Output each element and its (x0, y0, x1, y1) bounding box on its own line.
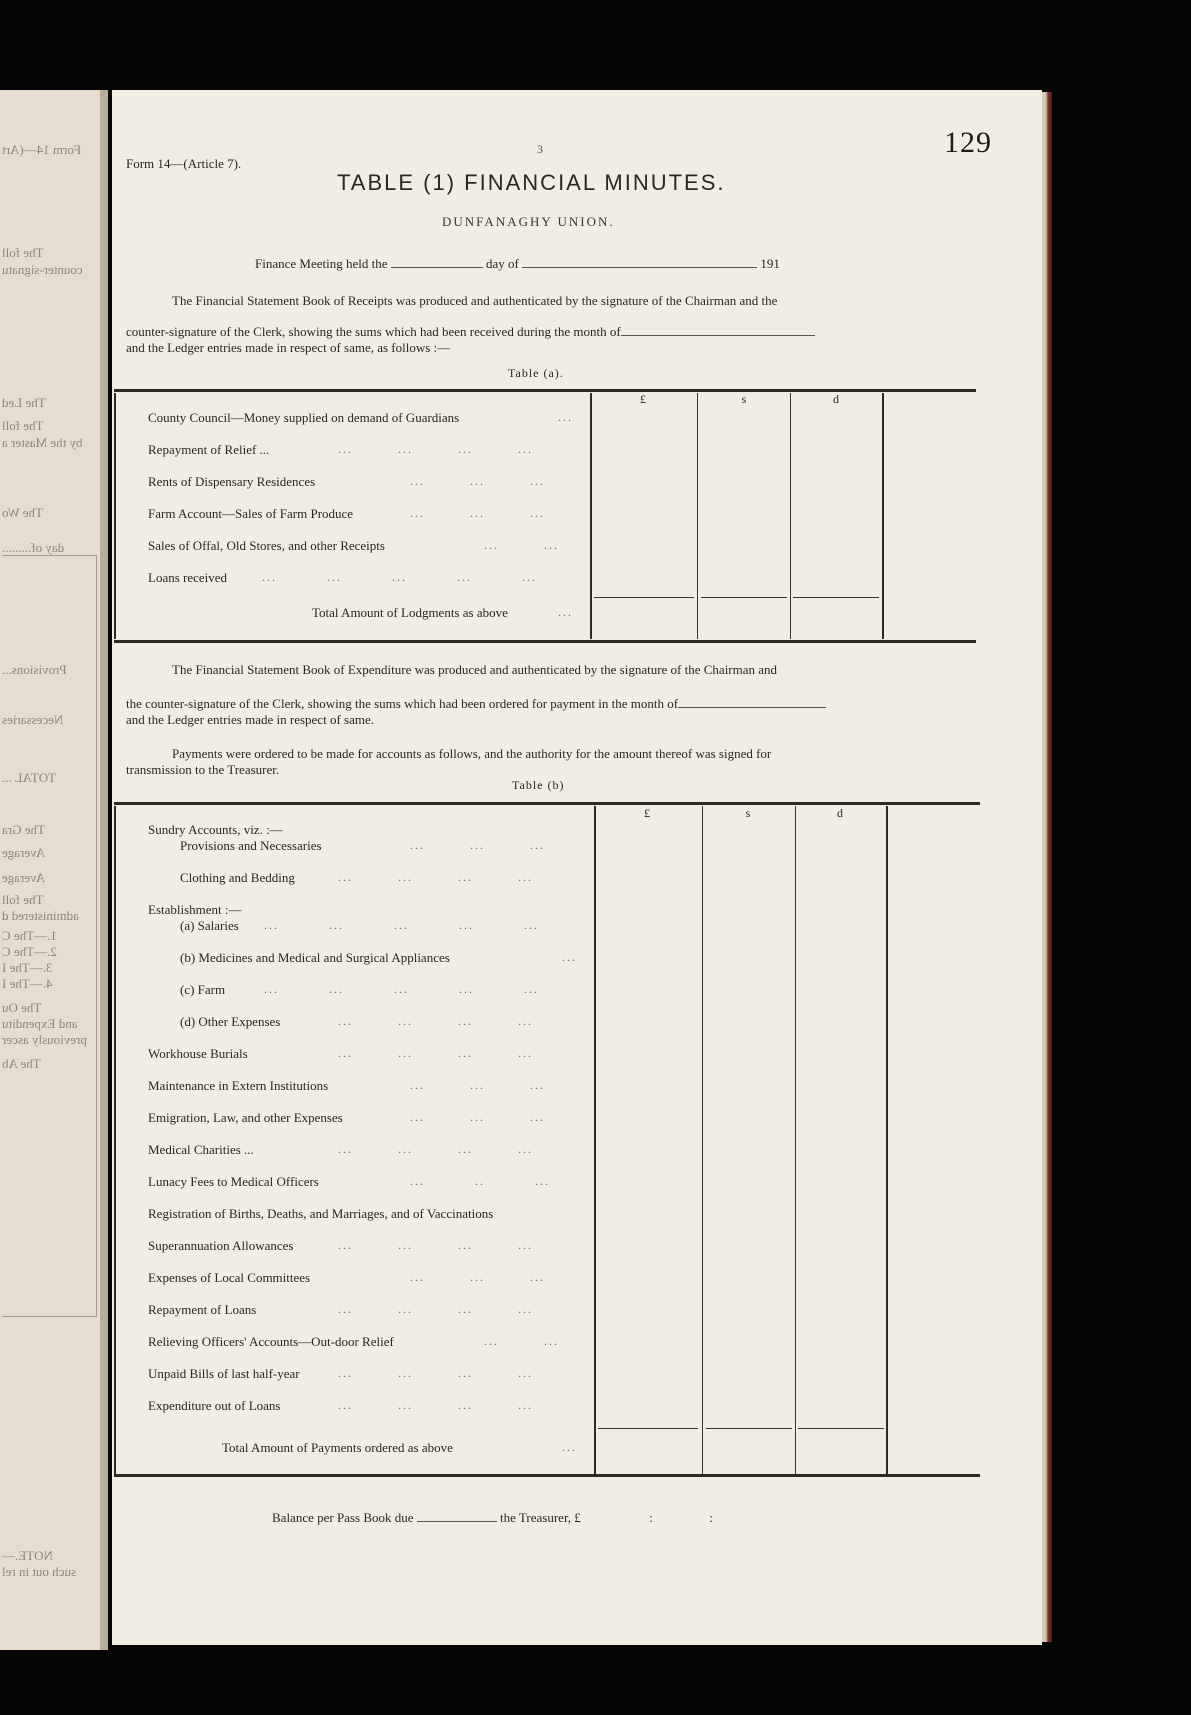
ghost-text: NOTE.— (2, 1548, 53, 1563)
table-b-row: Clothing and Bedding (180, 870, 295, 885)
ghost-text: and Expenditu (2, 1016, 78, 1031)
leader-dots: ... ... ... ... ... (264, 918, 539, 932)
table-b-row: Provisions and Necessaries (180, 838, 322, 853)
table-b-total-label: Total Amount of Payments ordered as above (222, 1440, 453, 1455)
table-b-top-rule (114, 802, 980, 805)
table-b-pence-header: d (837, 806, 843, 820)
table-a-pence-header: d (833, 392, 839, 406)
balance-suffix: the Treasurer, £ (500, 1510, 581, 1525)
expenditure-month-field[interactable] (678, 697, 826, 708)
page-number: 129 (944, 126, 992, 159)
balance-line (272, 1510, 713, 1526)
table-b-row: (c) Farm (180, 982, 226, 997)
table-b-row: Lunacy Fees to Medical Officers (148, 1174, 319, 1189)
receipts-month-field[interactable] (621, 325, 815, 336)
total-rule (701, 597, 787, 598)
ghost-text: The Ou (2, 1000, 42, 1015)
expenditure-intro-line3: and the Ledger entries made in respect of same. (126, 712, 374, 727)
leader-dots: ... ... ... ... (338, 442, 533, 456)
balance-prefix: Balance per Pass Book due (272, 1510, 414, 1525)
table-b-row: Sundry Accounts, viz. :— (148, 822, 283, 837)
ghost-text: 2.—The C (2, 944, 57, 959)
table-b-row: Maintenance in Extern Institutions (148, 1078, 329, 1093)
page-edge (1042, 92, 1052, 1642)
leader-dots: ... (558, 410, 573, 424)
ghost-text: day of......... (2, 540, 65, 555)
table-b-row: (b) Medicines and Medical and Surgical Appliances (180, 950, 450, 965)
leader-dots: ... ... ... ... (338, 1238, 533, 1252)
leader-dots: ... ... ... ... (338, 1302, 533, 1316)
table-b-row: Expenses of Local Committees (148, 1270, 311, 1285)
balance-separator: : (649, 1510, 653, 1525)
book-gutter (100, 90, 108, 1650)
table-a-bottom-rule (114, 640, 976, 643)
ghost-text: Necessaries (2, 712, 64, 727)
table-b-row: Establishment :— (148, 902, 242, 917)
ghost-text: 3.—The I (2, 960, 53, 975)
leader-dots: ... ... ... (410, 1078, 545, 1092)
ghost-text: The Wo (2, 505, 43, 520)
ghost-text: The foll (2, 418, 44, 433)
receipts-intro-line1: The Financial Statement Book of Receipts was produced and authenticated by the signature of the Chairman and the (172, 293, 778, 308)
ghost-text: Average (2, 870, 46, 885)
ghost-text: counter-signatu (2, 262, 83, 277)
ghost-text: The foll (2, 892, 44, 907)
ghost-text: The foll (2, 245, 44, 260)
expenditure-intro-line1: The Financial Statement Book of Expenditure was produced and authenticated by the signature of the Chairman and (172, 662, 778, 677)
leader-dots: ... ... ... ... (338, 870, 533, 884)
expenditure-intro-line2-text: the counter-signature of the Clerk, showing the sums which had been ordered for payment in the month of (126, 696, 679, 711)
meeting-year: 191 (760, 256, 780, 271)
expenditure-intro-line2 (126, 696, 826, 712)
table-b-left-border (114, 806, 116, 1474)
table-b-pounds-header: £ (644, 806, 650, 820)
ghost-text: 1.—The C (2, 928, 57, 943)
meeting-month-field[interactable] (522, 257, 757, 268)
expenditure-intro-line5: transmission to the Treasurer. (126, 762, 280, 777)
table-a-row: Farm Account—Sales of Farm Produce (148, 506, 354, 521)
table-a-pounds-header: £ (640, 392, 646, 406)
balance-separator: : (709, 1510, 713, 1525)
table-b-row: (a) Salaries (180, 918, 239, 933)
page-title: TABLE (1) FINANCIAL MINUTES. (337, 170, 726, 195)
leader-dots: ... ... ... ... ... (262, 570, 537, 584)
table-b-row: Superannuation Allowances (148, 1238, 294, 1253)
table-b-divider (594, 806, 596, 1474)
leader-dots: ... ... ... (410, 838, 545, 852)
union-name: DUNFANAGHY UNION. (442, 214, 615, 229)
leader-dots: ... ... ... ... (338, 1014, 533, 1028)
total-rule (798, 1428, 884, 1429)
form-label: Form 14—(Article 7). (126, 156, 242, 171)
table-b-row: Relieving Officers' Accounts—Out-door Relief (148, 1334, 394, 1349)
table-b-row: Medical Charities ... (148, 1142, 254, 1157)
ghost-text: previously ascer (2, 1032, 87, 1047)
table-b-bottom-rule (114, 1474, 980, 1477)
expenditure-intro-line4: Payments were ordered to be made for accounts as follows, and the authority for the amount thereof was signed for (172, 746, 772, 761)
total-rule (706, 1428, 792, 1429)
table-a-left-border (114, 393, 116, 639)
leader-dots: ... ... ... ... (338, 1366, 533, 1380)
ghost-text: The Ab (2, 1056, 41, 1071)
table-a-right-border (882, 393, 884, 639)
table-a-shillings-header: s (741, 392, 747, 406)
receipts-intro-line2-text: counter-signature of the Clerk, showing the sums which had been received during the month of (126, 324, 621, 339)
table-b-row: Registration of Births, Deaths, and Marriages, and of Vaccinations (148, 1206, 494, 1221)
receipts-intro-line2 (126, 324, 815, 340)
table-b-shillings-header: s (745, 806, 751, 820)
total-rule (598, 1428, 698, 1429)
leader-dots: ... ... ... (410, 474, 545, 488)
ghost-text: by the Master a (2, 435, 83, 450)
table-b-row: Repayment of Loans (148, 1302, 257, 1317)
ghost-text: Average (2, 845, 46, 860)
table-a-row: County Council—Money supplied on demand of Guardians (148, 410, 460, 425)
ghost-text: The Gra (2, 822, 45, 837)
leader-dots: ... (562, 1440, 577, 1454)
table-a-col-d (790, 393, 791, 639)
table-a-row: Repayment of Relief ... (148, 442, 270, 457)
table-b-row: Workhouse Burials (148, 1046, 248, 1061)
leader-dots: ... ... ... (410, 1110, 545, 1124)
leader-dots: ... ... ... ... (338, 1398, 533, 1412)
ghost-text: 4.—The I (2, 976, 53, 991)
table-a-total-label: Total Amount of Lodgments as above (312, 605, 508, 620)
table-a-caption: Table (a). (508, 366, 564, 380)
table-a-row: Sales of Offal, Old Stores, and other Receipts (148, 538, 385, 553)
total-rule (594, 597, 694, 598)
leader-dots: ... ... ... ... (338, 1142, 533, 1156)
ghost-text: Provisions... (2, 662, 67, 677)
sheet-number: 3 (537, 142, 543, 156)
table-b-row: (d) Other Expenses (180, 1014, 281, 1029)
receipts-intro-line3: and the Ledger entries made in respect of same, as follows :— (126, 340, 451, 355)
ghost-text: such out in rel (2, 1564, 77, 1579)
leader-dots: ... ... (484, 538, 559, 552)
ghost-text: Form 14—(Art (2, 142, 82, 157)
meeting-day-of: day of (486, 256, 519, 271)
ghost-text: administered d (2, 908, 79, 923)
meeting-prefix: Finance Meeting held the (255, 256, 388, 271)
ghost-text: TOTAL ... (2, 770, 56, 785)
meeting-line (255, 256, 780, 272)
table-a-divider (590, 393, 592, 639)
ghost-text: The Led (2, 395, 46, 410)
total-rule (793, 597, 879, 598)
table-a-row: Rents of Dispensary Residences (148, 474, 316, 489)
table-b-right-border (886, 806, 888, 1474)
table-b-row: Emigration, Law, and other Expenses (148, 1110, 343, 1125)
table-b-col-s (702, 806, 703, 1474)
balance-date-field[interactable] (417, 1511, 497, 1522)
leader-dots: ... (558, 605, 573, 619)
leader-dots: ... ... ... ... ... (264, 982, 539, 996)
meeting-date-field[interactable] (391, 257, 483, 268)
table-b-col-d (795, 806, 796, 1474)
leader-dots: ... (562, 950, 577, 964)
table-a-col-s (697, 393, 698, 639)
leader-dots: ... ... ... (410, 506, 545, 520)
table-a-row: Loans received (148, 570, 228, 585)
table-b-row: Expenditure out of Loans (148, 1398, 281, 1413)
left-facing-page (0, 90, 108, 1650)
table-b-row: Unpaid Bills of last half-year (148, 1366, 300, 1381)
leader-dots: ... ... ... ... (338, 1046, 533, 1060)
leader-dots: ... ... ... (410, 1270, 545, 1284)
leader-dots: ... .. ... (410, 1174, 550, 1188)
leader-dots: ... ... (484, 1334, 559, 1348)
table-b-caption: Table (b) (512, 778, 565, 792)
form-page (112, 90, 1042, 1645)
